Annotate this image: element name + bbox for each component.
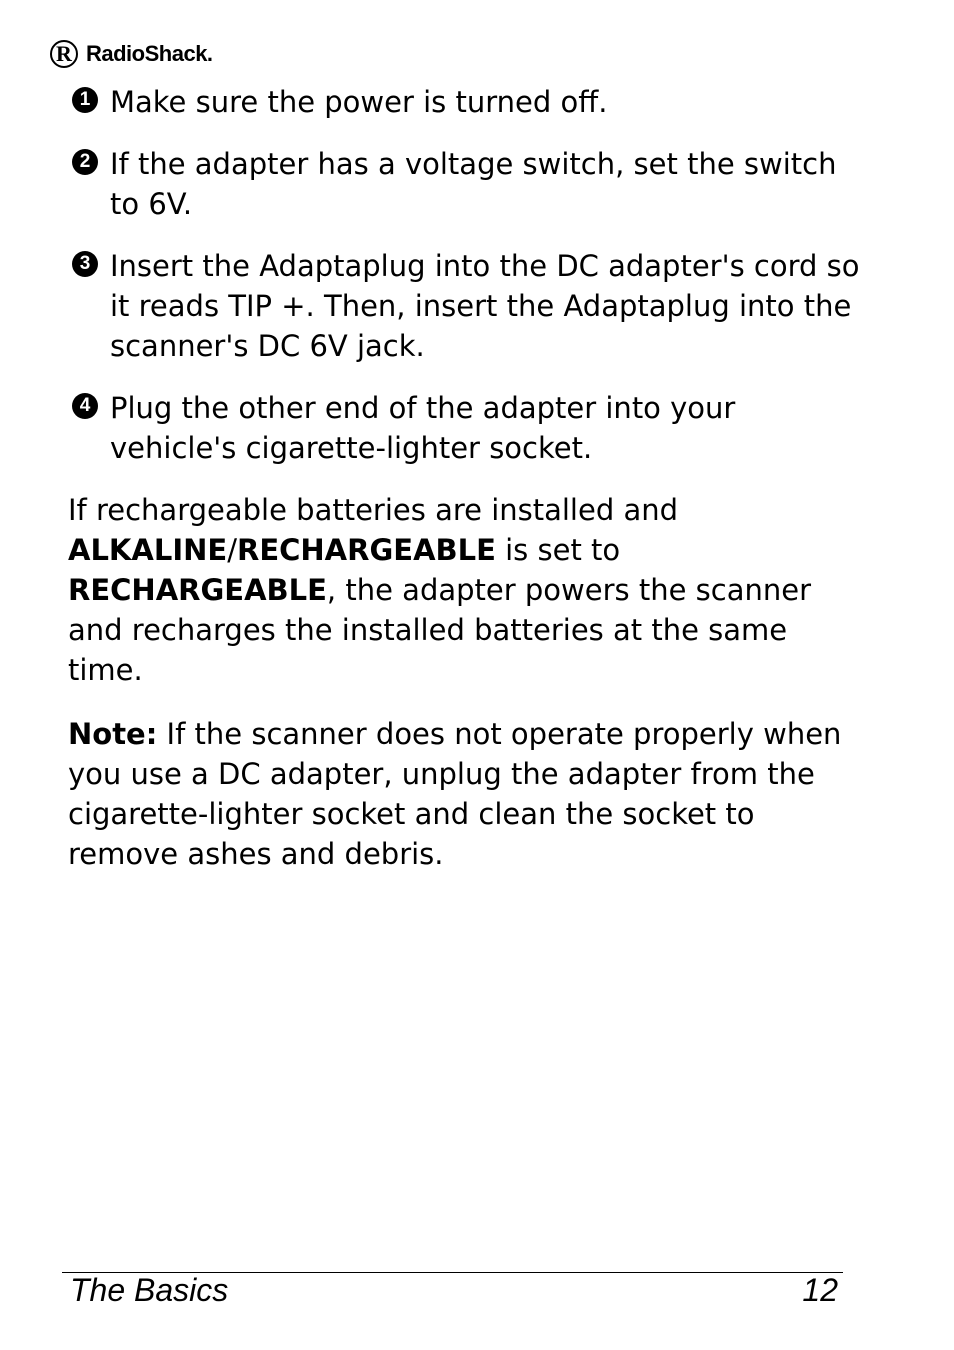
step-text: Make sure the power is turned off. bbox=[110, 85, 608, 119]
alkaline-label: ALKALINE bbox=[68, 533, 228, 567]
radioshack-logo bbox=[50, 37, 213, 71]
step-number-badge: 3 bbox=[72, 251, 98, 277]
paragraph-text: If rechargeable batteries are installed and bbox=[68, 493, 679, 527]
recharge-paragraph bbox=[68, 490, 868, 690]
rechargeable-setting: RECHARGEABLE bbox=[68, 573, 327, 607]
note-paragraph bbox=[68, 714, 868, 874]
step-text: If the adapter has a voltage switch, set the switch to 6V. bbox=[110, 147, 837, 221]
step-2 bbox=[68, 144, 868, 224]
paragraph-text: is set to bbox=[495, 533, 621, 567]
step-number-badge: 4 bbox=[72, 393, 98, 419]
logo-mark-icon: R bbox=[50, 40, 78, 68]
separator: / bbox=[227, 533, 237, 567]
page-content bbox=[68, 82, 868, 898]
rechargeable-label: RECHARGEABLE bbox=[236, 533, 496, 567]
step-1 bbox=[68, 82, 868, 122]
logo-text: RadioShack. bbox=[86, 41, 213, 66]
step-4 bbox=[68, 388, 868, 468]
note-text: If the scanner does not operate properly when you use a DC adapter, unplug the adapter from the cigarette-lighter socket and clean the socket to remove ashes and debris. bbox=[68, 717, 842, 871]
step-number-badge: 1 bbox=[72, 87, 98, 113]
footer-section-title: The Basics bbox=[70, 1272, 229, 1308]
step-text: Plug the other end of the adapter into your vehicle's cigarette-lighter socket. bbox=[110, 391, 736, 465]
paragraph-text: , the adapter powers the scanner and recharges the installed batteries at the same time. bbox=[68, 573, 812, 687]
note-label: Note: bbox=[68, 717, 158, 751]
footer-page-number: 12 bbox=[802, 1272, 838, 1308]
step-number-badge: 2 bbox=[72, 149, 98, 175]
step-3 bbox=[68, 246, 868, 366]
step-text: Insert the Adaptaplug into the DC adapter's cord so it reads TIP +. Then, insert the Adaptaplug into the scanner's DC 6V jack. bbox=[110, 249, 860, 363]
